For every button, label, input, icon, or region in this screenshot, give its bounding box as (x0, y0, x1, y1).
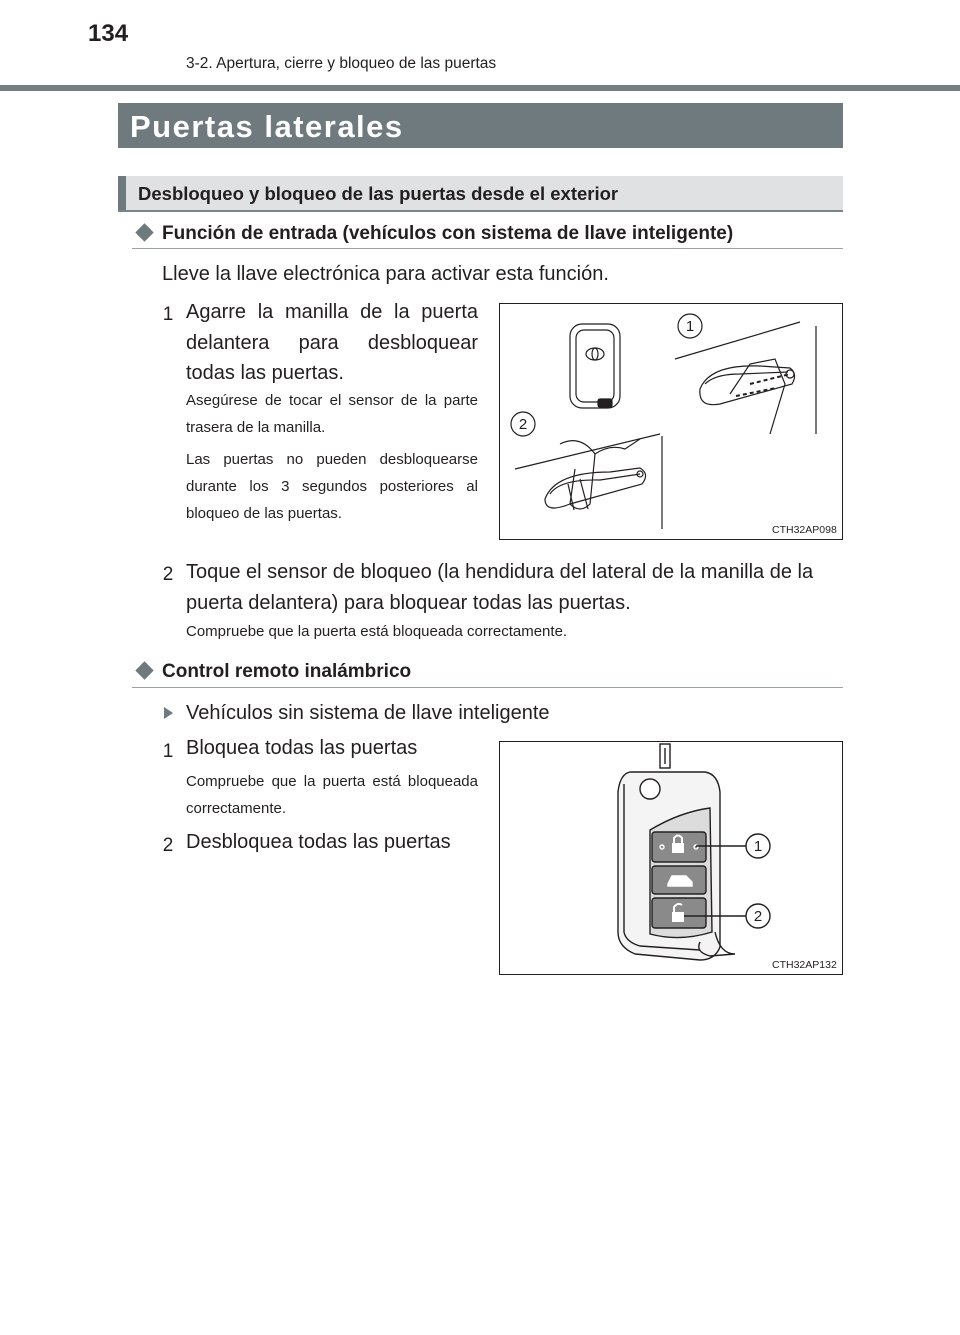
step-number: 1 (162, 304, 174, 325)
subheading-accent (118, 176, 126, 210)
figure1-callout-2: 2 (518, 416, 528, 433)
step-number-1-icon (158, 739, 178, 764)
triangle-bullet-icon (164, 707, 173, 719)
step-number: 1 (162, 741, 174, 762)
section2-step1-note: Compruebe que la puerta está bloqueada correctamente. (186, 773, 478, 817)
step-number-1-icon (158, 302, 178, 327)
figure2-callout-1: 1 (753, 838, 763, 855)
section1-rule (132, 248, 843, 249)
section1-step2-note: Compruebe que la puerta está bloqueada correctamente. (186, 623, 568, 640)
page-title-bar (118, 103, 843, 148)
section1-step1-text: Agarre la manilla de la puerta delantera para desbloquear todas las puertas. (186, 301, 478, 384)
section1-step1-note1: Asegúrese de tocar el sensor de la parte trasera de la manilla. (186, 392, 478, 436)
page-number: 134 (88, 20, 129, 47)
figure1-callout-1: 1 (685, 318, 695, 335)
running-head: 3-2. Apertura, cierre y bloqueo de las puertas (186, 55, 497, 72)
door-handle-illustration (500, 304, 842, 539)
section1-intro: Lleve la llave electrónica para activar esta función. (162, 263, 609, 285)
section2-bullet: Vehículos sin sistema de llave inteligente (186, 702, 550, 724)
step-number-2-icon (158, 833, 178, 858)
diamond-bullet-icon (135, 223, 153, 241)
step-number: 2 (162, 564, 174, 585)
section2-step2-text: Desbloquea todas las puertas (186, 831, 451, 853)
remote-key-illustration (500, 742, 842, 974)
diamond-bullet-icon (135, 661, 153, 679)
page-title: Puertas laterales (130, 109, 404, 144)
figure-door-handle (499, 303, 843, 540)
section2-step1-text: Bloquea todas las puertas (186, 737, 418, 759)
section2-rule (132, 687, 843, 688)
figure1-code: CTH32AP098 (772, 524, 837, 536)
header-rule (0, 85, 960, 91)
section2-heading: Control remoto inalámbrico (162, 661, 412, 682)
section1-heading: Función de entrada (vehículos con sistema de llave inteligente) (162, 223, 734, 244)
step-number: 2 (162, 835, 174, 856)
step-number-2-icon (158, 562, 178, 587)
figure2-code: CTH32AP132 (772, 959, 837, 971)
subheading: Desbloqueo y bloqueo de las puertas desde el exterior (138, 183, 619, 204)
subheading-bar (118, 176, 843, 212)
section1-step2-text: Toque el sensor de bloqueo (la hendidura del lateral de la manilla de la puerta delantera) para bloquear todas las puertas. (186, 561, 814, 614)
figure2-callout-2: 2 (753, 908, 763, 925)
figure-remote-key (499, 741, 843, 975)
section1-step1-note2: Las puertas no pueden desbloquearse durante los 3 segundos posteriores al bloqueo de las puertas. (186, 451, 478, 522)
